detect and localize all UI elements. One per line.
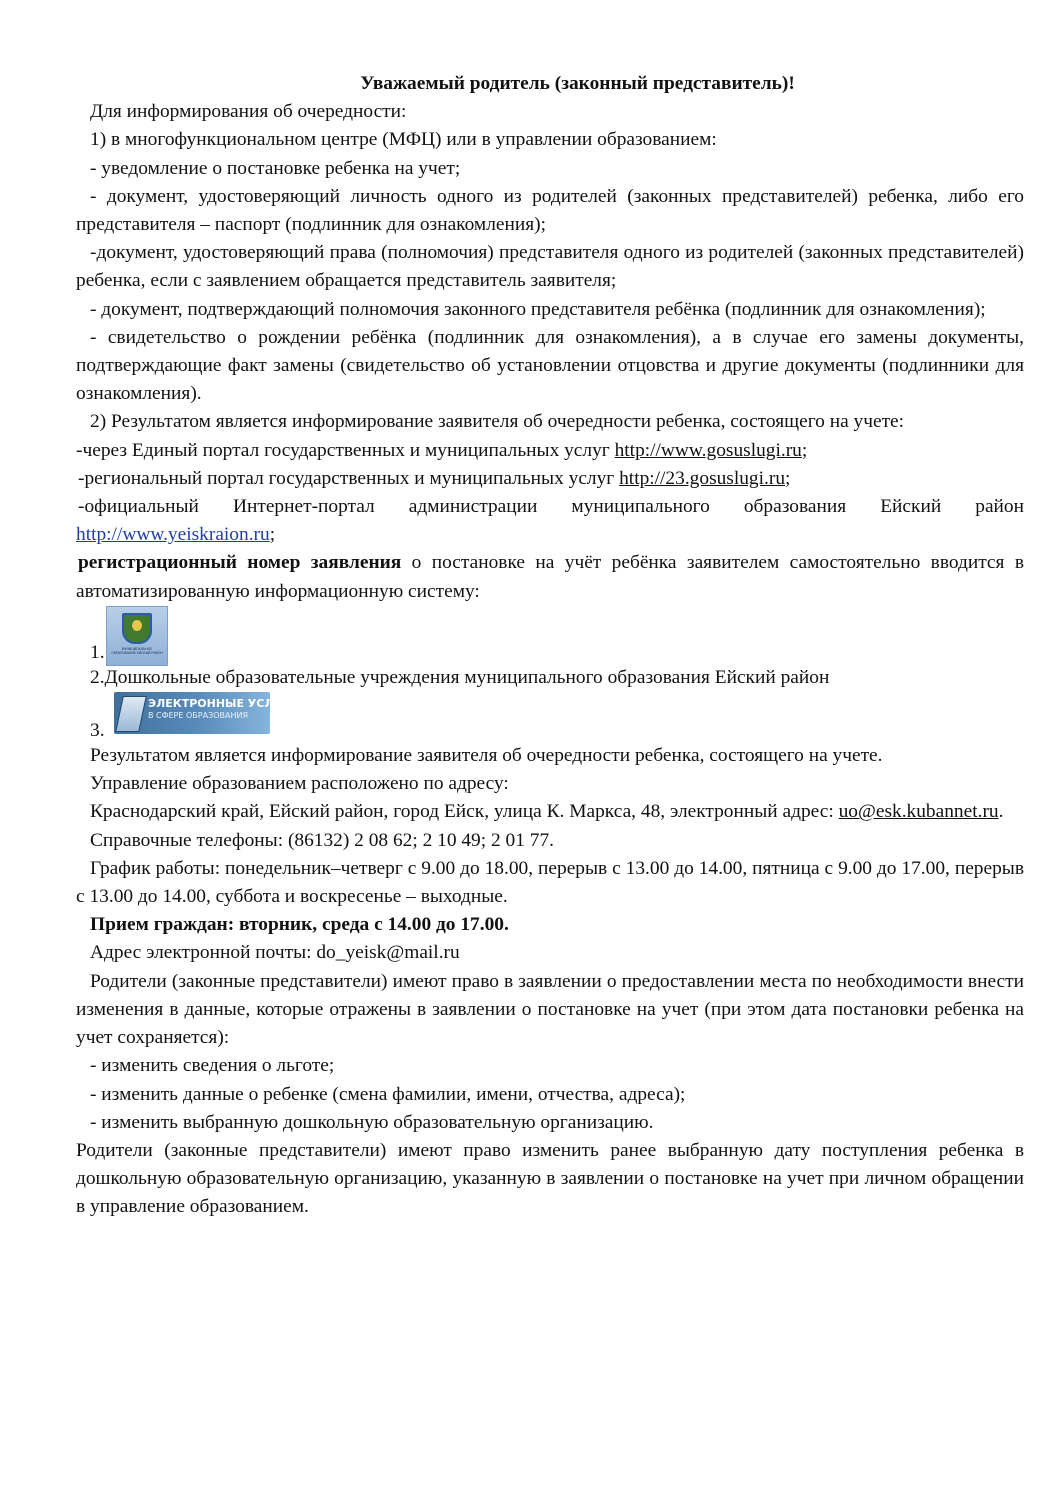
- change-item: - изменить данные о ребенке (смена фамилии, имени, отчества, адреса);: [90, 1083, 686, 1105]
- e-services-education-banner[interactable]: [114, 692, 299, 734]
- change-item: - изменить выбранную дошкольную образовательную организацию.: [90, 1111, 654, 1133]
- result-text: Результатом является информирование заявителя об очередности ребенка, состоящего на учете.: [90, 745, 883, 767]
- system-item-2: 2.Дошкольные образовательные учреждения муниципального образования Ейский район: [90, 666, 830, 688]
- portal-regional-text: -региональный портал государственных и муниципальных услуг: [78, 467, 620, 489]
- phones-text: Справочные телефоны: (86132) 2 08 62; 2 10 49; 2 01 77.: [90, 829, 555, 851]
- gosuslugi-link[interactable]: http://www.gosuslugi.ru: [614, 439, 802, 461]
- emblem-caption: МУНИЦИПАЛЬНОЕ ОБРАЗОВАНИЕ ЕЙСКИЙ РАЙОН: [111, 646, 163, 655]
- address-intro: Управление образованием расположено по адресу:: [90, 773, 509, 795]
- portal-federal: [76, 437, 1024, 465]
- portal-federal-text: -через Единый портал государственных и муниципальных услуг: [76, 439, 615, 461]
- portal-federal-end: ;: [801, 439, 808, 461]
- doc-item: - уведомление о постановке ребенка на учет;: [90, 157, 461, 179]
- department-email-link[interactable]: uo@esk.kubannet.ru: [838, 801, 999, 823]
- portal-regional-end: ;: [785, 467, 791, 489]
- item-1-heading: 1) в многофункциональном центре (МФЦ) или в управлении образованием:: [90, 129, 717, 151]
- item-number-3: 3.: [90, 720, 105, 742]
- email-text: Адрес электронной почты: do_yeisk@mail.ru: [90, 942, 460, 964]
- address-text: [76, 798, 1024, 826]
- final-paragraph: Родители (законные представители) имеют право изменить ранее выбранную дату поступления ребенка в дошкольную образовательную организацию, указанную в заявлении о постановке на учет при личном обращении в управление образованием.: [76, 1139, 1024, 1218]
- reception-hours: [76, 911, 1024, 939]
- municipality-emblem-logo[interactable]: [106, 606, 168, 666]
- change-item: - изменить сведения о льготе;: [90, 1055, 335, 1077]
- portal-municipal-end: ;: [269, 524, 276, 546]
- system-item-1: [76, 606, 1024, 664]
- address-end: .: [998, 801, 1004, 823]
- doc-item: - документ, удостоверяющий личность одного из родителей (законных представителей) ребенка, либо его представителя – паспорт (подлинник для ознакомления);: [76, 185, 1024, 236]
- reception-hours-label: Прием граждан: вторник, среда с 14.00 до 17.00.: [90, 914, 509, 936]
- portal-municipal: [76, 493, 1024, 549]
- registration-number-label: регистрационный номер заявления: [78, 552, 402, 574]
- regional-gosuslugi-link[interactable]: http://23.gosuslugi.ru: [619, 467, 786, 489]
- portal-regional: [76, 465, 1024, 493]
- system-item-3: [76, 692, 1024, 742]
- doc-item: - свидетельство о рождении ребёнка (подлинник для ознакомления), а в случае его замены документы, подтверждающие факт замены (свидетельство об установлении отцовства и другие документы (подлинники для ознакомления).: [76, 326, 1024, 405]
- schedule-text: График работы: понедельник–четверг с 9.00 до 18.00, перерыв с 13.00 до 14.00, пятница с 9.00 до 17.00, перерыв с 13.00 до 14.00, суббота и воскресенье – выходные.: [76, 857, 1024, 908]
- banner-subtitle: В СФЕРЕ ОБРАЗОВАНИЯ: [148, 711, 249, 721]
- portal-municipal-text: -официальный Интернет-портал администрации муниципального образования Ейский район: [78, 496, 1024, 518]
- item-number-1: 1.: [90, 641, 105, 663]
- rights-intro: Родители (законные представители) имеют право в заявлении о предоставлении места по необходимости внести изменения в данные, которые отражены в заявлении о постановке на учет (при этом дата постановки ребенка на учет сохраняется):: [76, 970, 1024, 1049]
- address-value: Краснодарский край, Ейский район, город Ейск, улица К. Маркса, 48, электронный адрес:: [90, 801, 839, 823]
- banner-title: ЭЛЕКТРОННЫЕ УСЛУГИ: [148, 697, 299, 711]
- yeiskraion-link[interactable]: http://www.yeiskraion.ru: [76, 524, 270, 546]
- document-page: [76, 70, 1024, 1222]
- registration-note: [76, 549, 1024, 605]
- doc-item: - документ, подтверждающий полномочия законного представителя ребёнка (подлинник для ознакомления);: [90, 298, 986, 320]
- coat-of-arms-icon: [122, 613, 152, 644]
- doc-item: -документ, удостоверяющий права (полномочия) представителя одного из родителей (законных представителей) ребенка, если с заявлением обращается представитель заявителя;: [76, 242, 1024, 292]
- page-title: Уважаемый родитель (законный представитель)!: [360, 73, 795, 94]
- intro-text: Для информирования об очередности:: [90, 101, 407, 123]
- registration-note-text: о постановке на учёт ребёнка заявителем самостоятельно вводится в автоматизированную информационную систему:: [76, 552, 1024, 602]
- monitor-icon: [115, 696, 147, 732]
- item-2-heading: 2) Результатом является информирование заявителя об очередности ребенка, состоящего на учете:: [90, 411, 905, 433]
